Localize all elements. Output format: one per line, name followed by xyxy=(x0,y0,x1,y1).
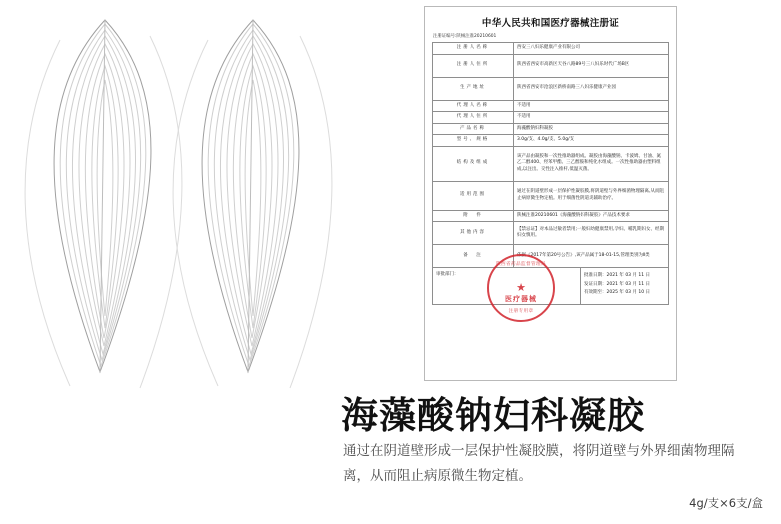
product-spec: 4g/支×6支/盒 xyxy=(689,496,763,510)
row-value: 依据《2017年第20号公告》,该产品属于18-01-15,管理类别为Ⅱ类 xyxy=(514,245,669,268)
date-value: 2021 年 03 月 11 日 xyxy=(606,281,651,287)
row-value: 不适用 xyxy=(514,100,669,112)
table-row xyxy=(433,181,669,210)
date-value: 2021 年 03 月 11 日 xyxy=(606,273,651,279)
row-value: 陕西省西安市高新区天谷八路89号三八妇乐时代广场B区 xyxy=(514,54,669,77)
certificate-table xyxy=(432,42,669,268)
row-label: 注册人住所 xyxy=(433,54,514,77)
row-label: 适用范围 xyxy=(433,181,514,210)
row-value: 【禁忌证】对本品过敏者禁用;一般妇幼健康禁用,孕妇、哺乳期妇女、经期妇女慎用。 xyxy=(514,222,669,245)
medical-device-registration-certificate xyxy=(424,6,677,381)
table-row xyxy=(433,123,669,135)
date-label: 有效期至： xyxy=(584,290,607,296)
table-row xyxy=(433,146,669,181)
product-headline: 海藻酸钠妇科凝胶 xyxy=(341,394,645,437)
approval-department-block xyxy=(433,262,581,315)
approval-department-label: 审批部门： xyxy=(436,272,459,278)
date-row xyxy=(584,272,665,281)
row-value: 该产品由凝胶和一次性推助器组成。凝胶由海藻酸钠、卡波姆、甘油、氮乙二醇400、羟苯甲酯、三乙醇胺和纯化水组成。一次性推助器由塑料组成,以注出。交性注入推杆,低温灭菌。 xyxy=(514,146,669,181)
table-row xyxy=(433,112,669,124)
certificate-dates xyxy=(581,268,668,304)
table-row xyxy=(433,222,669,245)
date-label: 发证日期： xyxy=(584,281,607,287)
date-row xyxy=(584,289,665,298)
certificate-title: 中华人民共和国医疗器械注册证 xyxy=(481,18,620,29)
seal-top-text: 陕西省药品监督管理局 xyxy=(496,262,546,268)
table-row xyxy=(433,100,669,112)
table-row xyxy=(433,77,669,100)
row-label: 代理人名称 xyxy=(433,100,514,112)
table-row xyxy=(433,54,669,77)
table-row xyxy=(433,135,669,147)
row-label: 其他内容 xyxy=(433,222,514,245)
date-label: 批准日期： xyxy=(584,273,607,279)
row-label: 代理人住所 xyxy=(433,112,514,124)
seal-center-text: 医疗器械 xyxy=(505,295,537,304)
row-value: 海藻酸钠妇科凝胶 xyxy=(514,123,669,135)
table-row xyxy=(433,43,669,55)
row-value: 不适用 xyxy=(514,112,669,124)
certificate-registration-number: 注册证编号:陕械注准20210601 xyxy=(433,34,497,39)
row-label: 型号、规格 xyxy=(433,135,514,147)
seal-star-icon: ★ xyxy=(516,281,526,295)
official-red-seal-icon xyxy=(487,254,555,322)
row-value: 通过在阴道壁形成一层保护性凝胶膜,将阴道壁与外界细菌物理隔离,从而阻止病原微生物定植。用于细菌性阴道炎辅助治疗。 xyxy=(514,181,669,210)
row-label: 产品名称 xyxy=(433,123,514,135)
date-row xyxy=(584,281,665,290)
row-label: 结构及组成 xyxy=(433,146,514,181)
seal-bottom-text: 注册专用章 xyxy=(508,309,534,315)
row-label: 生产地址 xyxy=(433,77,514,100)
product-description: 通过在阴道壁形成一层保护性凝胶膜，将阴道壁与外界细菌物理隔离，从而阻止病原微生物定植。 xyxy=(343,443,735,484)
abstract-leaf-line-art xyxy=(0,0,420,396)
row-value: 陕西省西安市沧浪区新桥南路三八妇乐健康产业园 xyxy=(514,77,669,100)
row-label: 注册人名称 xyxy=(433,43,514,55)
certificate-footer xyxy=(432,262,669,315)
date-value: 2025 年 03 月 10 日 xyxy=(606,290,651,296)
row-value: 3.0g/支、4.0g/支、5.0g/支 xyxy=(514,135,669,147)
row-label: 备 注 xyxy=(433,245,514,268)
row-value: 西安三八妇乐健康产业有限公司 xyxy=(514,43,669,55)
table-row xyxy=(433,210,669,222)
row-value: 陕械注准20210601《海藻酸钠妇科凝胶》产品技术要求 xyxy=(514,210,669,222)
row-label: 附 件 xyxy=(433,210,514,222)
